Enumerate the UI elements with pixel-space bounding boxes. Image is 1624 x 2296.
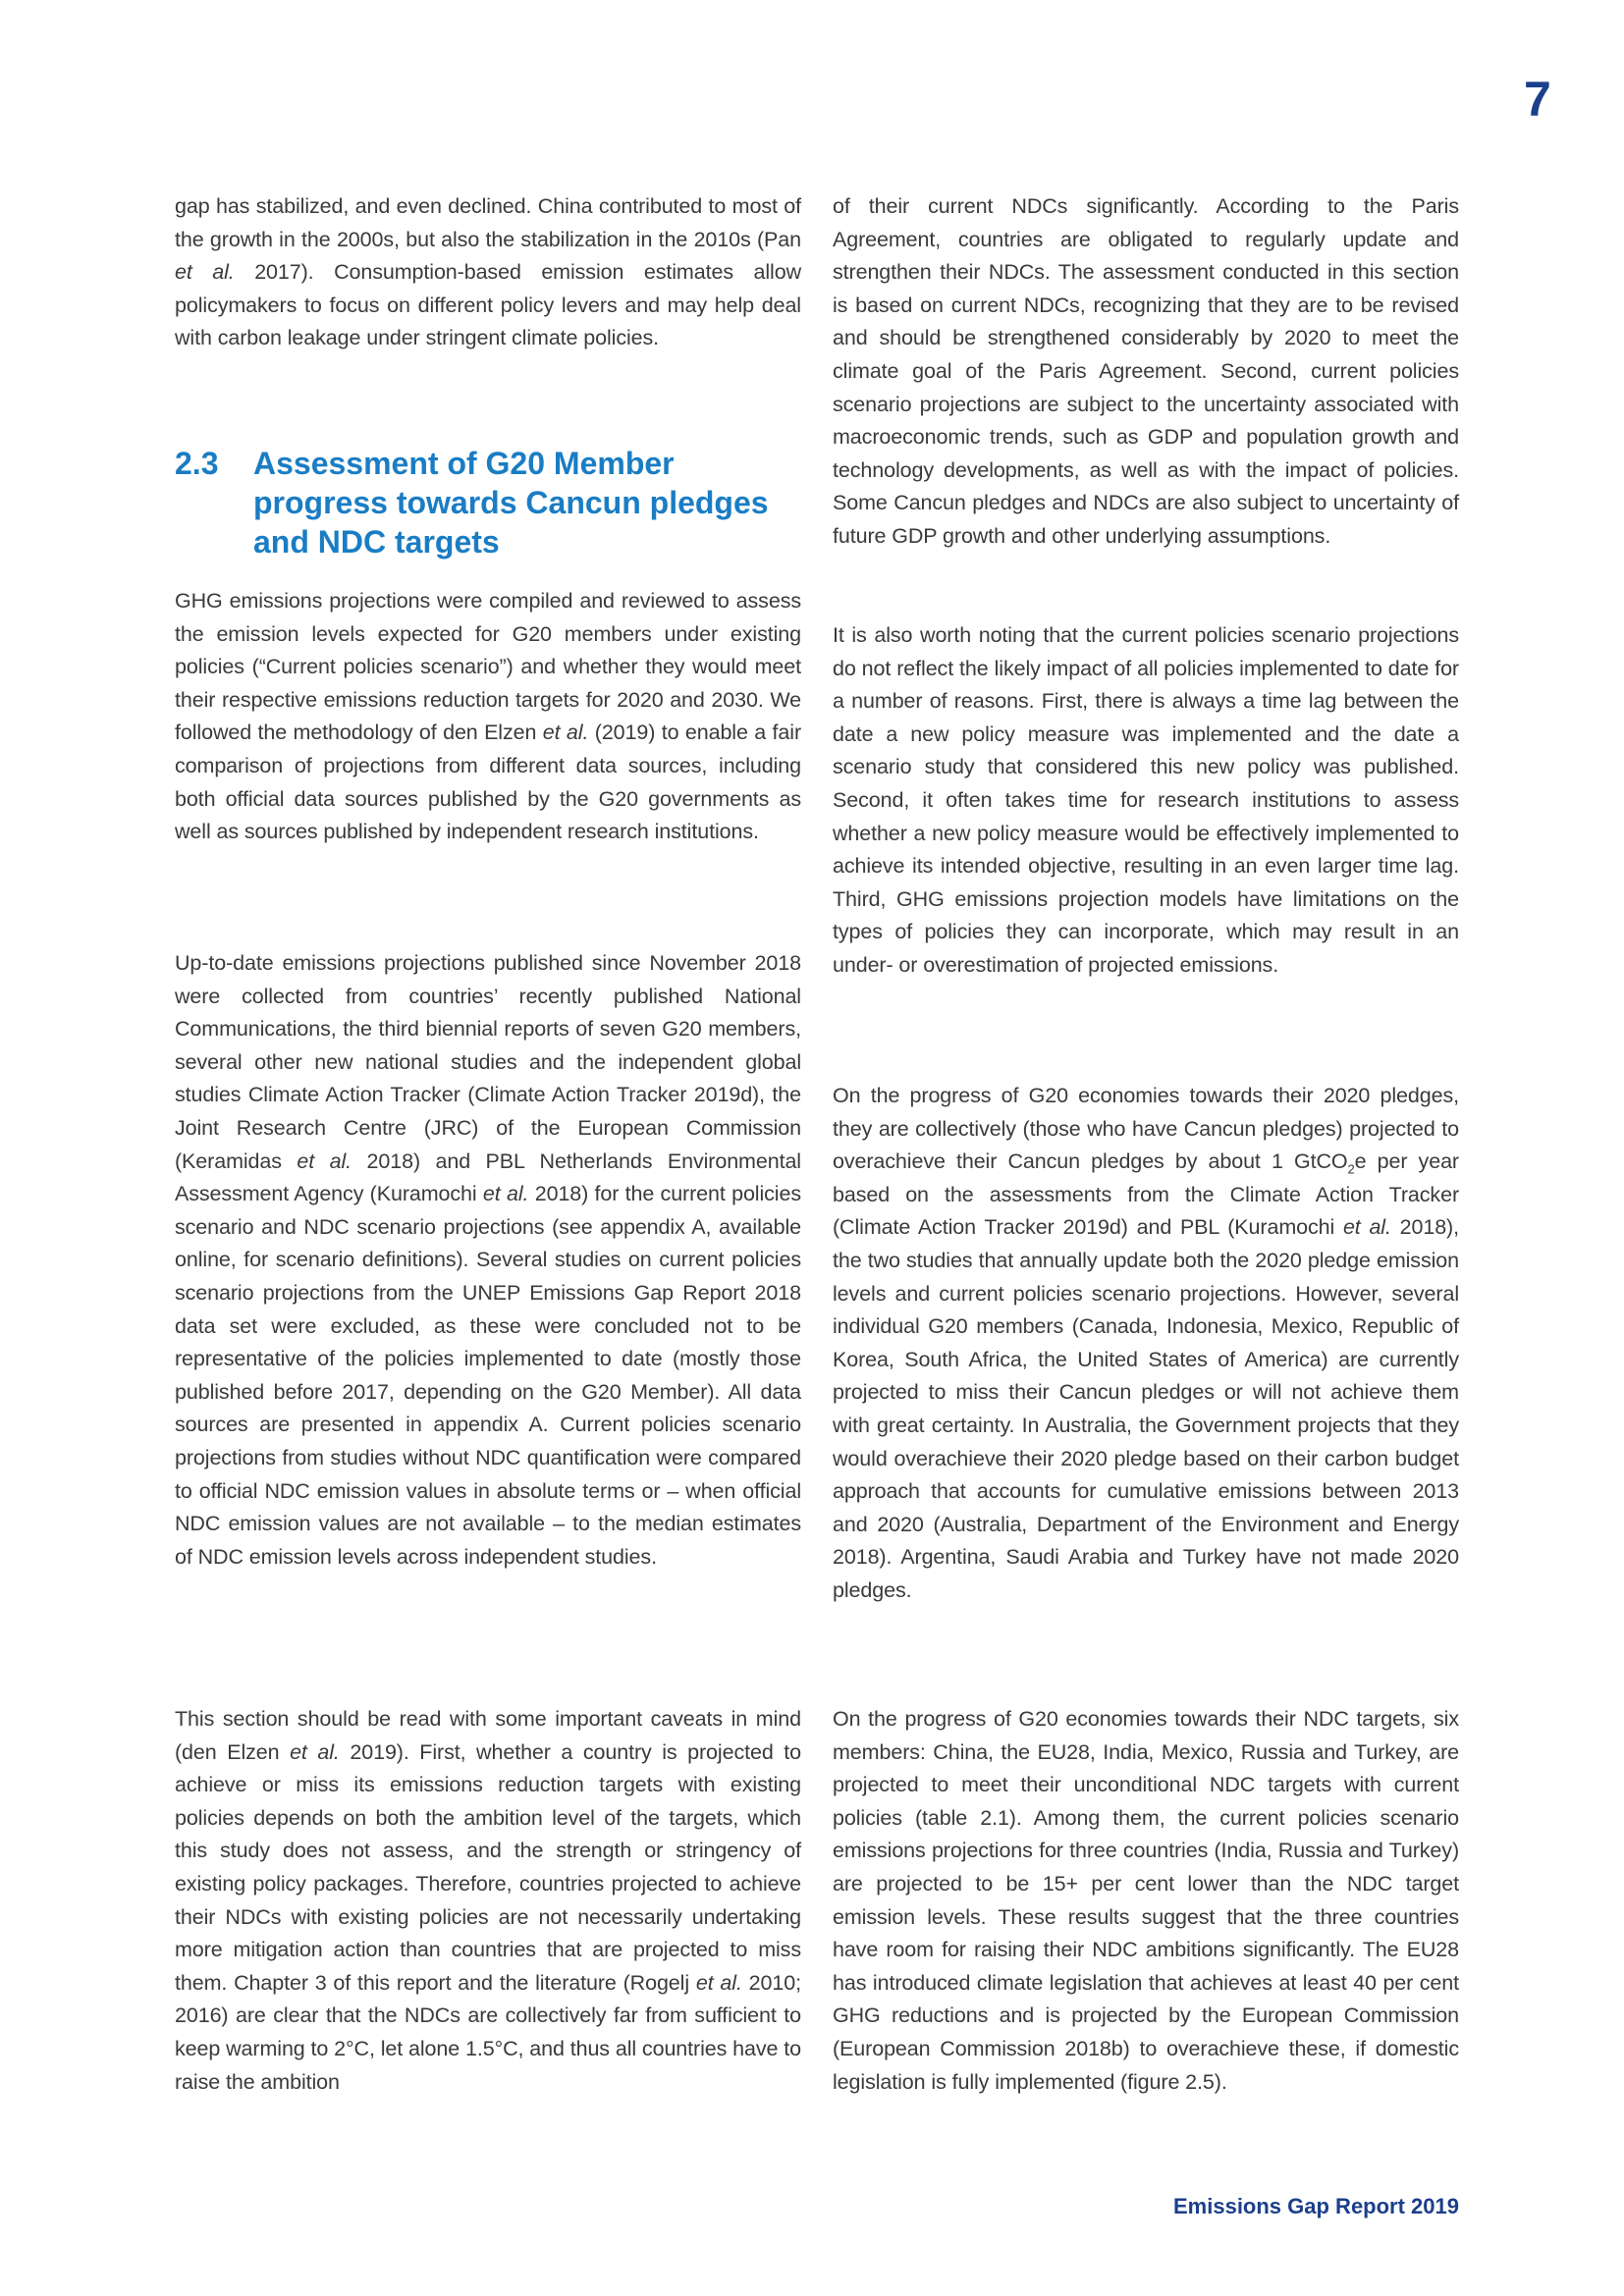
text-run: 2019). First, whether a country is projected to achieve or miss its emissions reduction targets with existing policies depends on both the ambition level of the targets, which this study does not assess, and the strength or stringency of existing policy packages. Therefore, countries projected to achieve their NDCs with existing policies are not necessarily undertaking more mitigation action than countries that are projected to miss them. Chapter 3 of this report and the literature (Rogelj	[175, 1739, 801, 1995]
text-run: e per year based on the assessments from the Climate Action Tracker (Climate Action Tracker 2019d) and PBL (Kuramochi	[833, 1149, 1459, 1240]
paragraph	[175, 190, 801, 355]
text-run: Up-to-date emissions projections published since November 2018 were collected from countries’ recently published National Communications, the third biennial reports of seven G20 members, several other new national studies and the independent global studies Climate Action Tracker (Climate Action Tracker 2019d), the Joint Research Centre (JRC) of the European Commission (Keramidas	[175, 951, 801, 1173]
paragraph	[833, 1080, 1459, 1608]
report-title-footer: Emissions Gap Report 2019	[1173, 2194, 1459, 2218]
paragraph	[175, 947, 801, 1574]
italic-text: et al.	[695, 1970, 742, 1995]
italic-text: et al.	[297, 1148, 352, 1173]
section-number: 2.3	[175, 446, 219, 481]
section-heading	[175, 444, 803, 561]
text-run: 2018) and PBL Netherlands Environmental Assessment Agency (Kuramochi	[175, 1148, 801, 1206]
section-title: Assessment of G20 Member progress towards Cancun pledges and NDC targets	[253, 446, 769, 560]
text-run: gap has stabilized, and even declined. China contributed to most of the growth in the 2000s, but also the stabilization in the 2010s (Pan	[175, 194, 801, 251]
text-run: It is also worth noting that the current policies scenario projections do not reflect the likely impact of all policies implemented to date for a number of reasons. First, there is always a time lag between the date a new policy measure was implemented and the date a scenario study that considered this new policy was published. Second, it often takes time for research institutions to assess whether a new policy measure would be effectively implemented to achieve its intended objective, resulting in an even larger time lag. Third, GHG emissions projection models have limitations on the types of policies they can incorporate, which may result in an under- or overestimation of projected emissions.	[833, 623, 1459, 977]
text-run: On the progress of G20 economies towards their NDC targets, six members: China, the EU28, India, Mexico, Russia and Turkey, are projected to meet their unconditional NDC targets with current policies (table 2.1). Among them, the current policies scenario emissions projections for three countries (India, Russia and Turkey) are projected to be 15+ per cent lower than the NDC target emission levels. These results suggest that the three countries have room for raising their NDC ambitions significantly. The EU28 has introduced climate legislation that achieves at least 40 per cent GHG reductions and is projected by the European Commission (European Commission 2018b) to overachieve these, if domestic legislation is fully implemented (figure 2.5).	[833, 1707, 1459, 2094]
paragraph	[175, 1703, 801, 2099]
italic-text: et al.	[1342, 1215, 1391, 1240]
text-run: 2018), the two studies that annually update both the 2020 pledge emission levels and current policies scenario projections. However, several individual G20 members (Canada, Indonesia, Mexico, Republic of Korea, South Africa, the United States of America) are currently projected to miss their Cancun pledges or will not achieve them with great certainty. In Australia, the Government projects that they would overachieve their 2020 pledge based on their carbon budget approach that accounts for cumulative emissions between 2013 and 2020 (Australia, Department of the Environment and Energy 2018). Argentina, Saudi Arabia and Turkey have not made 2020 pledges.	[833, 1215, 1459, 1602]
italic-text: et al.	[482, 1182, 529, 1206]
text-run: 2010; 2016) are clear that the NDCs are collectively far from sufficient to keep warming to 2°C, let alone 1.5°C, and thus all countries have to raise the ambition	[175, 1970, 801, 2094]
text-run: of their current NDCs significantly. According to the Paris Agreement, countries are obligated to regularly update and strengthen their NDCs. The assessment conducted in this section is based on current NDCs, recognizing that they are to be revised and should be strengthened considerably by 2020 to meet the climate goal of the Paris Agreement. Second, current policies scenario projections are subject to the uncertainty associated with macroeconomic trends, such as GDP and population growth and technology developments, as well as with the impact of policies. Some Cancun pledges and NDCs are also subject to uncertainty of future GDP growth and other underlying assumptions.	[833, 194, 1459, 548]
text-run: GHG emissions projections were compiled and reviewed to assess the emission levels expected for G20 members under existing policies (“Current policies scenario”) and whether they would meet their respective emissions reduction targets for 2020 and 2030. We followed the methodology of den Elzen	[175, 589, 801, 745]
text-run: (2019) to enable a fair comparison of projections from different data sources, including both official data sources published by the G20 governments as well as sources published by independent research institutions.	[175, 721, 801, 844]
subscript-text: 2	[1347, 1161, 1355, 1177]
italic-text: et al.	[290, 1739, 340, 1764]
text-run: On the progress of G20 economies towards their 2020 pledges, they are collectively (those who have Cancun pledges) projected to overachieve their Cancun pledges by about 1 GtCO	[833, 1084, 1459, 1174]
text-run: 2018) for the current policies scenario and NDC scenario projections (see appendix A, available online, for scenario definitions). Several studies on current policies scenario projections from the UNEP Emissions Gap Report 2018 data set were excluded, as these were concluded not to be representative of the policies implemented to date (mostly those published before 2017, depending on the G20 Member). All data sources are presented in appendix A. Current policies scenario projections from studies without NDC quantification were compared to official NDC emission values in absolute terms or – when official NDC emission values are not available – to the median estimates of NDC emission levels across independent studies.	[175, 1182, 801, 1569]
italic-text: et al.	[542, 721, 589, 745]
paragraph	[175, 585, 801, 849]
text-run: This section should be read with some important caveats in mind (den Elzen	[175, 1707, 801, 1764]
page-number: 7	[1524, 72, 1551, 127]
paragraph	[833, 619, 1459, 983]
italic-text: et al.	[175, 260, 235, 285]
text-run: 2017). Consumption-based emission estimates allow policymakers to focus on different policy levers and may help deal with carbon leakage under stringent climate policies.	[175, 260, 801, 350]
paragraph	[833, 1703, 1459, 2099]
paragraph	[833, 190, 1459, 554]
